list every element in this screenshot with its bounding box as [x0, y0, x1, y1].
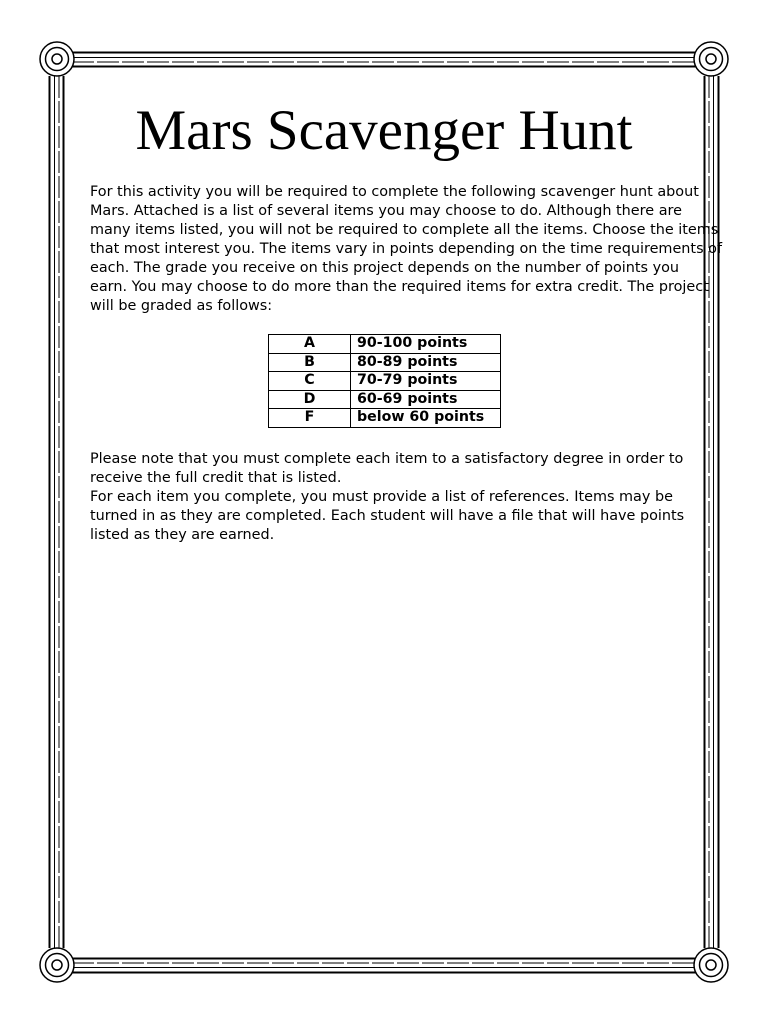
note-line: listed as they are earned. [90, 527, 275, 543]
intro-line: will be graded as follows: [90, 298, 273, 314]
instructions-note [90, 450, 690, 545]
corner-ornament-bottom-right [694, 948, 728, 982]
grade-letter: C [269, 372, 351, 391]
intro-line: many items listed, you will not be required to complete all the items. Choose the items [90, 222, 719, 238]
corner-ornament-top-left [40, 42, 74, 76]
grade-points: 90-100 points [351, 335, 501, 354]
intro-line: that most interest you. The items vary in points depending on the time requirements of [90, 241, 723, 257]
intro-line: earn. You may choose to do more than the required items for extra credit. The project [90, 279, 709, 295]
grade-points: 60-69 points [351, 390, 501, 409]
intro-line: each. The grade you receive on this project depends on the number of points you [90, 260, 680, 276]
grade-letter: F [269, 409, 351, 428]
intro-paragraph [90, 183, 723, 316]
grade-points: 80-89 points [351, 353, 501, 372]
table-row [269, 390, 501, 409]
table-row [269, 372, 501, 391]
page-title: Mars Scavenger Hunt [135, 99, 633, 162]
grade-points: below 60 points [351, 409, 501, 428]
grade-letter: D [269, 390, 351, 409]
corner-ornament-top-right [694, 42, 728, 76]
grade-points: 70-79 points [351, 372, 501, 391]
grading-scale-table [268, 334, 501, 428]
intro-line: For this activity you will be required to complete the following scavenger hunt about [90, 184, 699, 200]
note-line: For each item you complete, you must provide a list of references. Items may be [90, 489, 673, 505]
note-line: turned in as they are completed. Each student will have a file that will have points [90, 508, 685, 524]
table-row [269, 409, 501, 428]
table-row [269, 353, 501, 372]
grade-letter: B [269, 353, 351, 372]
grade-letter: A [269, 335, 351, 354]
corner-ornament-bottom-left [40, 948, 74, 982]
table-row [269, 335, 501, 354]
intro-line: Mars. Attached is a list of several items you may choose to do. Although there are [90, 203, 682, 219]
note-line: Please note that you must complete each item to a satisfactory degree in order to [90, 451, 684, 467]
note-line: receive the full credit that is listed. [90, 470, 342, 486]
